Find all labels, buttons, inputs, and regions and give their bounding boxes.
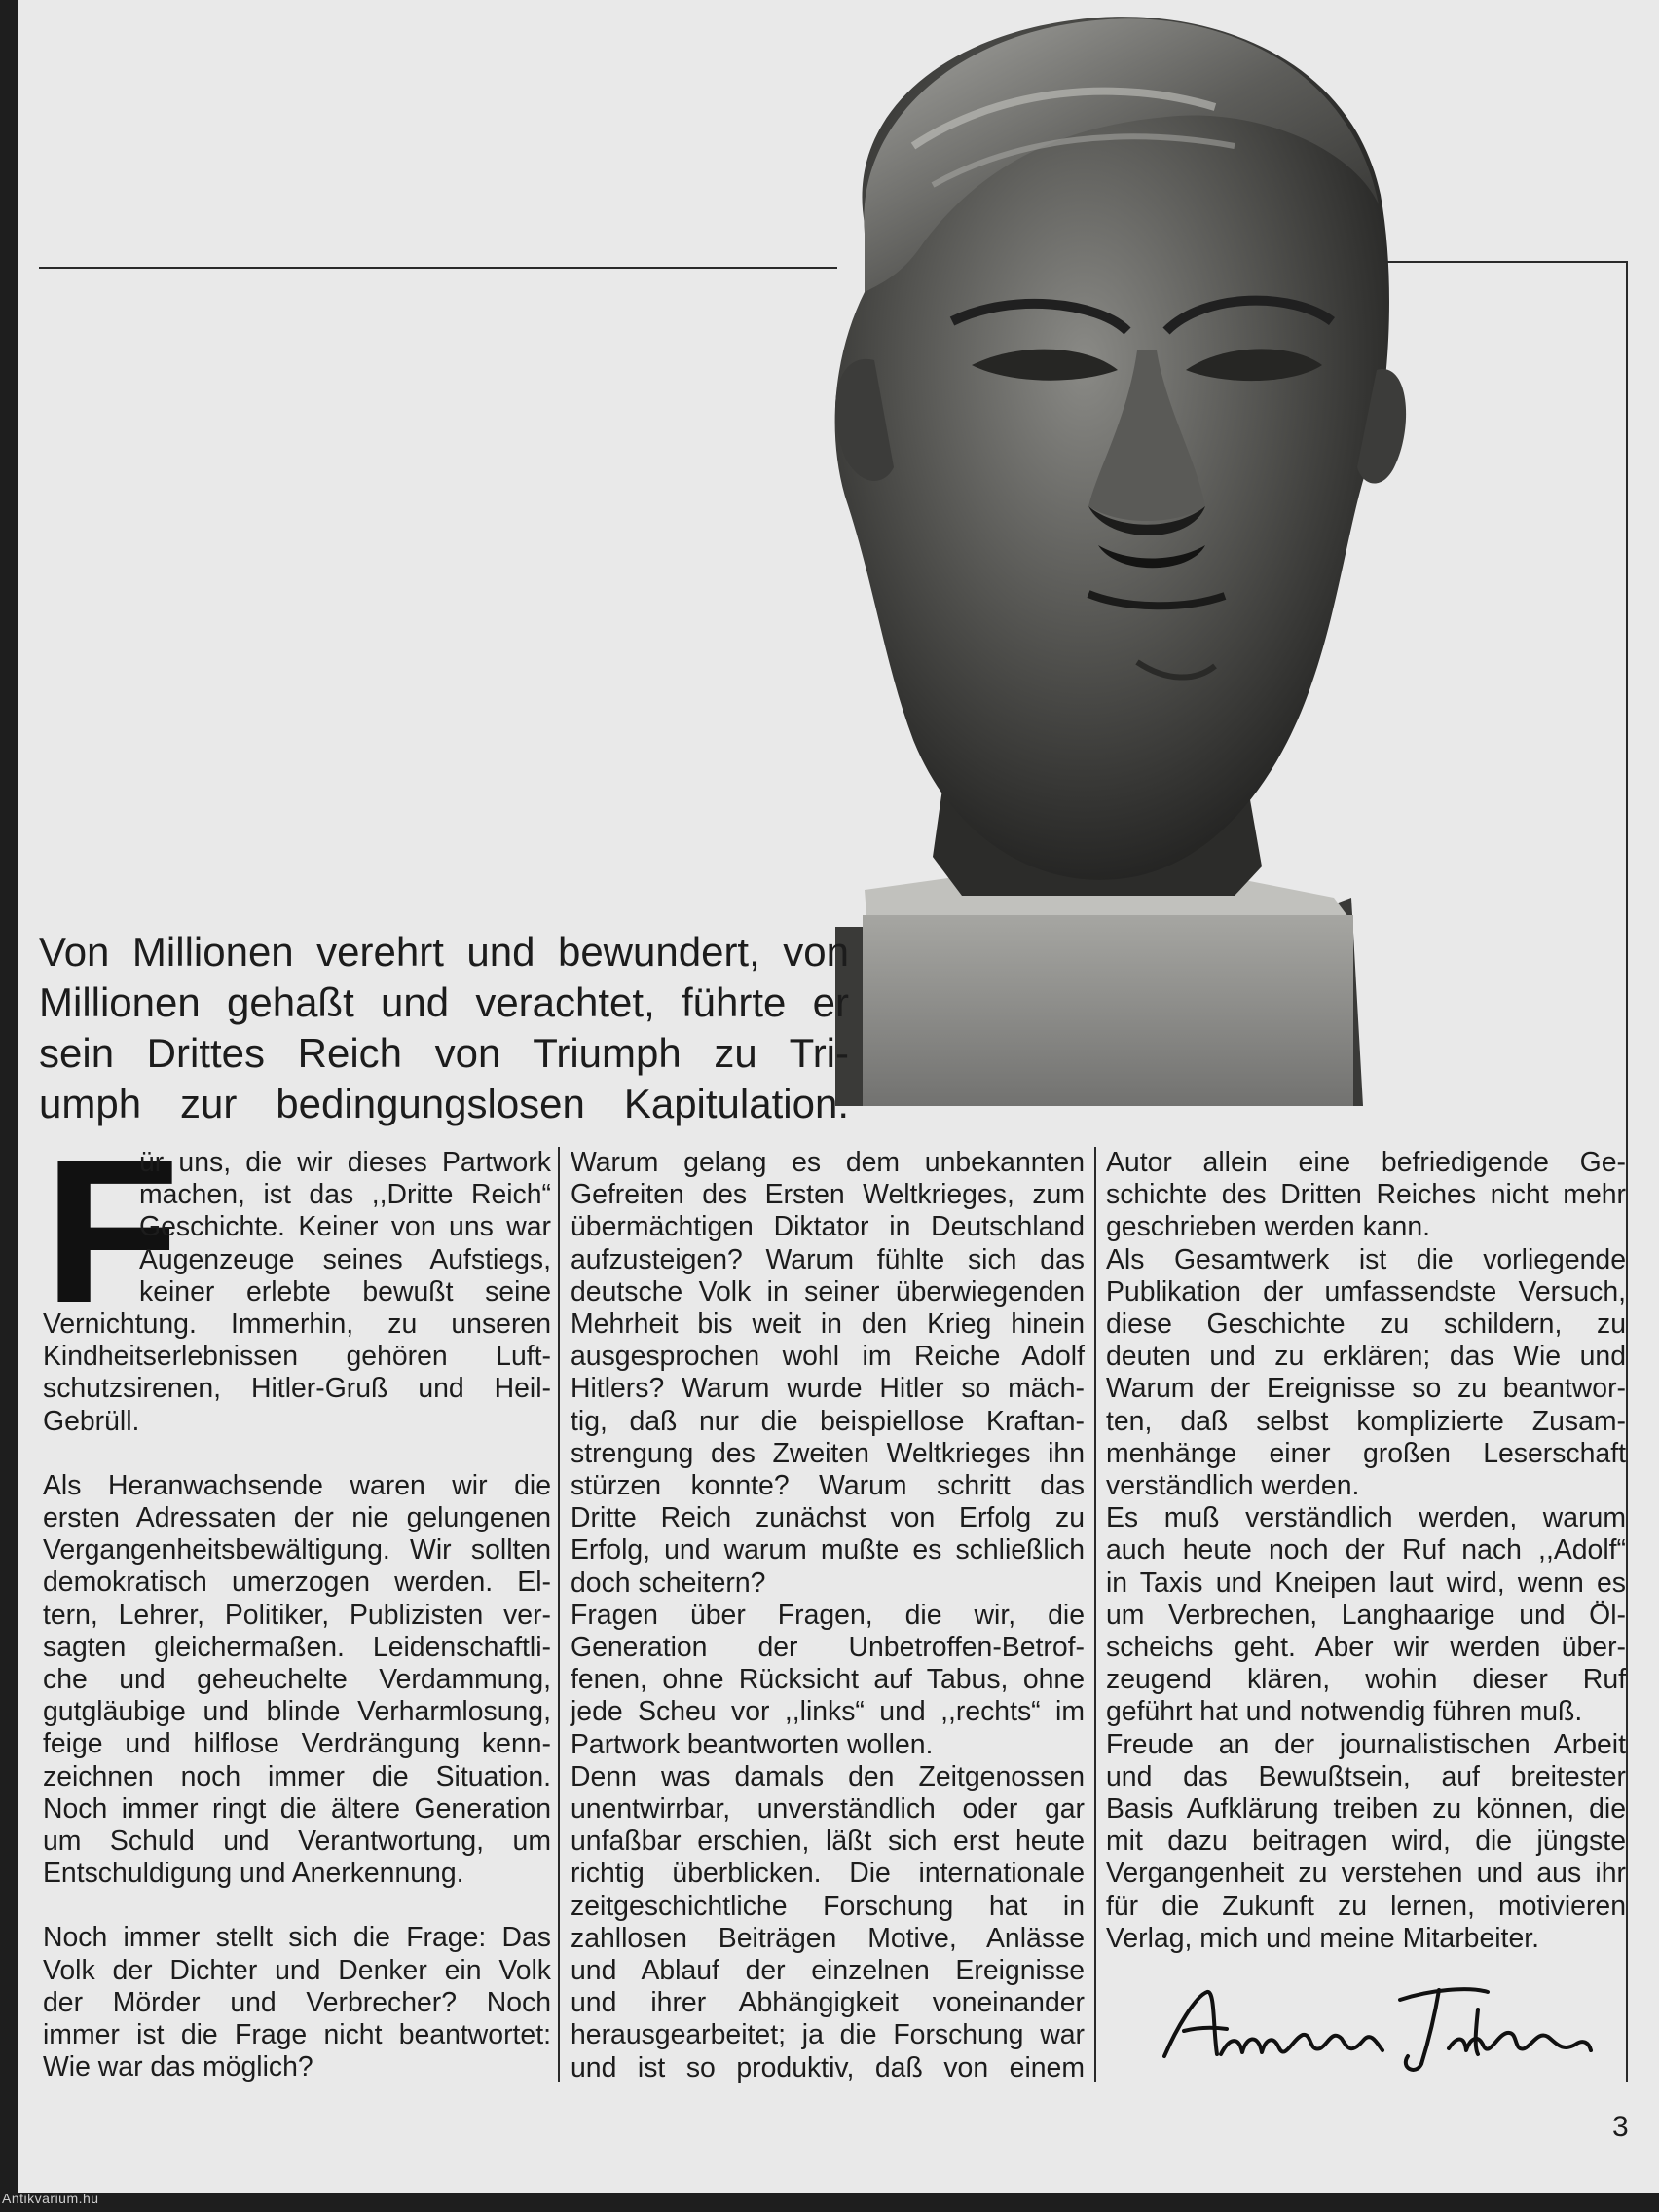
magazine-page xyxy=(18,0,1659,2193)
body-line: für die Zukunft zu lernen, motivieren xyxy=(1106,1890,1626,1922)
body-line: auch heute noch der Ruf nach ,,Adolf“ xyxy=(1106,1534,1626,1567)
body-line: Geschichte. Keiner von uns war xyxy=(139,1211,551,1243)
intro-line: Von Millionen verehrt und bewundert, von xyxy=(39,929,849,975)
body-line: Noch immer stellt sich die Frage: Das xyxy=(43,1922,551,1954)
body-line: verständlich werden. xyxy=(1106,1470,1360,1502)
body-line: Autor allein eine befriedigende Ge- xyxy=(1106,1147,1626,1178)
column-divider xyxy=(558,1147,560,2082)
body-line: demokratisch umerzogen werden. El- xyxy=(43,1567,551,1599)
body-line: zeitgeschichtliche Forschung hat in xyxy=(571,1890,1085,1922)
body-line: gutgläubige und blinde Verharmlosung, xyxy=(43,1696,551,1728)
body-line: immer ist die Frage nicht beantwortet: xyxy=(43,2019,551,2051)
body-line: strengung des Zweiten Weltkrieges ihn xyxy=(571,1437,1085,1469)
body-line: Vergangenheit zu verstehen und aus ihr xyxy=(1106,1858,1626,1890)
body-line: herausgearbeitet; ja die Forschung war xyxy=(571,2019,1085,2051)
body-line: schichte des Dritten Reiches nicht mehr xyxy=(1106,1179,1626,1211)
body-line: ür uns, die wir dieses Partwork xyxy=(139,1147,551,1178)
page-number: 3 xyxy=(1612,2111,1629,2143)
intro-line: umph zur bedingungslosen Kapitulation. xyxy=(39,1081,849,1126)
body-line: und Ablauf der einzelnen Ereignisse xyxy=(571,1955,1085,1987)
body-line: unentwirrbar, unverständlich oder gar xyxy=(571,1793,1085,1825)
body-line: Fragen über Fragen, die wir, die xyxy=(571,1599,1085,1631)
body-line: um Schuld und Verantwortung, um xyxy=(43,1825,551,1858)
body-line: schutzsirenen, Hitler-Gruß und Heil- xyxy=(43,1373,551,1405)
intro-lead-text xyxy=(39,927,849,1129)
body-line: und das Bewußtsein, auf breitester xyxy=(1106,1760,1626,1792)
body-line: Publikation der umfassendste Versuch, xyxy=(1106,1275,1626,1308)
body-line: ersten Adressaten der nie gelungenen xyxy=(43,1502,551,1534)
body-line: diese Geschichte zu schildern, zu xyxy=(1106,1309,1626,1341)
body-line: scheichs geht. Aber wir werden über- xyxy=(1106,1632,1626,1664)
text-column-2 xyxy=(571,1147,1085,2084)
body-line: Als Gesamtwerk ist die vorliegende xyxy=(1106,1243,1626,1275)
body-line: doch scheitern? xyxy=(571,1567,766,1599)
body-line: geführt hat und notwendig führen muß. xyxy=(1106,1696,1583,1728)
body-line: Kindheitserlebnissen gehören Luft- xyxy=(43,1341,551,1373)
body-line: Vergangenheitsbewältigung. Wir sollten xyxy=(43,1534,551,1567)
body-line: deutsche Volk in seiner überwiegenden xyxy=(571,1275,1085,1308)
body-line: mit dazu beitragen wird, die jüngste xyxy=(1106,1825,1626,1858)
body-line: zeugend klären, wohin dieser Ruf xyxy=(1106,1664,1626,1696)
body-line: Gefreiten des Ersten Weltkrieges, zum xyxy=(571,1179,1085,1211)
column-divider xyxy=(1094,1147,1096,2082)
body-line: ten, daß selbst komplizierte Zusam- xyxy=(1106,1405,1626,1437)
body-line: Es muß verständlich werden, warum xyxy=(1106,1502,1626,1534)
body-line: fenen, ohne Rücksicht auf Tabus, ohne xyxy=(571,1664,1085,1696)
body-line: und ist so produktiv, daß von einem xyxy=(571,2051,1085,2083)
body-line: sagten gleichermaßen. Leidenschaftli- xyxy=(43,1631,551,1663)
intro-line: sein Drittes Reich von Triumph zu Tri- xyxy=(39,1030,849,1076)
body-line: jede Scheu vor ,,links“ und ,,rechts“ im xyxy=(571,1696,1085,1728)
top-rule-left xyxy=(39,267,837,269)
body-line: feige und hilflose Verdrängung kenn- xyxy=(43,1728,551,1760)
body-line: Wie war das möglich? xyxy=(43,2051,313,2083)
body-line: übermächtigen Diktator in Deutschland xyxy=(571,1211,1085,1243)
body-line: in Taxis und Kneipen laut wird, wenn es xyxy=(1106,1567,1626,1599)
body-line: tern, Lehrer, Politiker, Publizisten ver- xyxy=(43,1599,551,1631)
body-line: Mehrheit bis weit in den Krieg hinein xyxy=(571,1309,1085,1341)
body-line: Denn was damals den Zeitgenossen xyxy=(571,1760,1085,1792)
body-line: Augenzeuge seines Aufstiegs, xyxy=(139,1243,551,1275)
body-line: Warum der Ereignisse so zu beantwor- xyxy=(1106,1373,1626,1405)
body-line: der Mörder und Verbrecher? Noch xyxy=(43,1986,551,2018)
body-line: Noch immer ringt die ältere Generation xyxy=(43,1792,551,1825)
body-line: stürzen konnte? Warum schritt das xyxy=(571,1470,1085,1502)
body-line: und ihrer Abhängigkeit voneinander xyxy=(571,1987,1085,2019)
body-line: Freude an der journalistischen Arbeit xyxy=(1106,1728,1626,1760)
body-line: che und geheuchelte Verdammung, xyxy=(43,1664,551,1696)
body-line: richtig überblicken. Die internationale xyxy=(571,1858,1085,1890)
body-line: zeichnen noch immer die Situation. xyxy=(43,1760,551,1792)
body-line: Verlag, mich und meine Mitarbeiter. xyxy=(1106,1922,1540,1954)
watermark: Antikvarium.hu xyxy=(2,2191,99,2206)
body-line: Gebrüll. xyxy=(43,1405,140,1437)
body-line: unfaßbar erschien, läßt sich erst heute xyxy=(571,1825,1085,1858)
body-line: menhänge einer großen Leserschaft xyxy=(1106,1437,1626,1469)
drop-cap-letter: F xyxy=(43,1117,181,1346)
bust-photograph xyxy=(806,0,1390,1106)
body-line: Warum gelang es dem unbekannten xyxy=(571,1147,1085,1178)
body-line: Hitlers? Warum wurde Hitler so mäch- xyxy=(571,1373,1085,1405)
body-line: aufzusteigen? Warum fühlte sich das xyxy=(571,1243,1085,1275)
body-line: ausgesprochen wohl im Reiche Adolf xyxy=(571,1341,1085,1373)
text-column-1 xyxy=(43,1117,551,2083)
body-line: Volk der Dichter und Denker ein Volk xyxy=(43,1954,551,1986)
body-line: Erfolg, und warum mußte es schließlich xyxy=(571,1534,1085,1567)
body-line: um Verbrechen, Langhaarige und Öl- xyxy=(1106,1599,1626,1631)
body-line: Als Heranwachsende waren wir die xyxy=(43,1469,551,1501)
body-line: deuten und zu erklären; das Wie und xyxy=(1106,1341,1626,1373)
body-line: Dritte Reich zunächst von Erfolg zu xyxy=(571,1502,1085,1534)
body-line: zahllosen Beiträgen Motive, Anlässe xyxy=(571,1922,1085,1954)
handwritten-signature xyxy=(1157,1971,1595,2078)
body-line: keiner erlebte bewußt seine xyxy=(139,1275,551,1308)
top-rule-right xyxy=(1382,261,1628,263)
text-column-3 xyxy=(1106,1147,1626,1955)
intro-line: Millionen gehaßt und verachtet, führte er xyxy=(39,979,849,1025)
body-line: geschrieben werden kann. xyxy=(1106,1211,1431,1243)
body-line: Vernichtung. Immerhin, zu unseren xyxy=(43,1309,551,1341)
right-frame-rule xyxy=(1626,261,1628,2082)
body-line: Entschuldigung und Anerkennung. xyxy=(43,1858,464,1890)
body-line: Partwork beantworten wollen. xyxy=(571,1728,934,1760)
body-line: tig, daß nur die beispiellose Kraftan- xyxy=(571,1405,1085,1437)
body-line: Basis Aufklärung treiben zu können, die xyxy=(1106,1793,1626,1825)
body-line: Generation der Unbetroffen-Betrof- xyxy=(571,1632,1085,1664)
body-line: machen, ist das ,,Dritte Reich“ xyxy=(139,1179,551,1211)
